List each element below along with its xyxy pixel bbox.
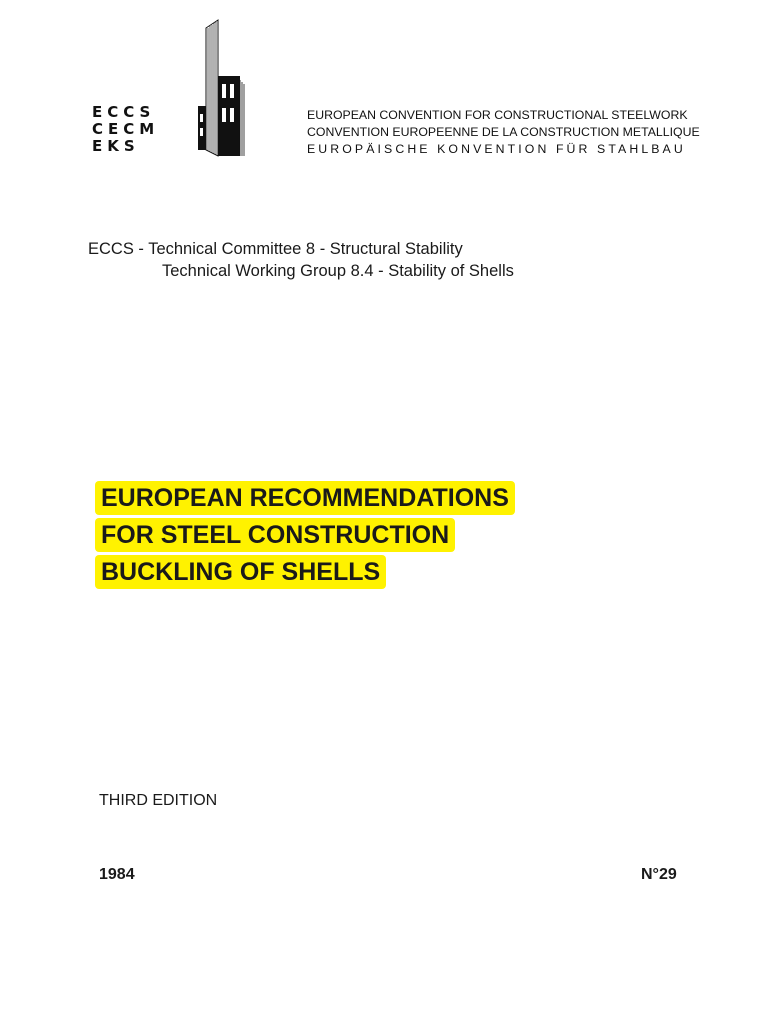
edition-label: THIRD EDITION [99,792,218,809]
abbreviation-cecm: CECM [92,120,160,138]
title-line-1: EUROPEAN RECOMMENDATIONS [95,481,515,515]
document-title [95,481,655,592]
logo-tower [206,20,218,156]
title-line-3: BUCKLING OF SHELLS [95,555,386,589]
convention-name-german: EUROPÄISCHE KONVENTION FÜR STAHLBAU [307,142,686,156]
abbreviation-eks: EKS [92,137,140,155]
title-line-2: FOR STEEL CONSTRUCTION [95,518,455,552]
committee-line: ECCS - Technical Committee 8 - Structural Stability [88,240,463,258]
convention-name-french: CONVENTION EUROPEENNE DE LA CONSTRUCTION METALLIQUE [307,125,700,139]
committee-info [88,238,648,282]
logo-block [218,76,244,156]
organization-abbreviations [92,104,174,155]
convention-names [307,107,727,158]
working-group-line: Technical Working Group 8.4 - Stability of Shells [162,262,514,280]
logo-wing [198,106,206,150]
convention-name-english: EUROPEAN CONVENTION FOR CONSTRUCTIONAL STEELWORK [307,108,688,122]
publication-year: 1984 [99,866,135,883]
publication-number: N°29 [641,866,677,883]
eccs-building-logo [196,18,248,160]
abbreviation-eccs: ECCS [92,103,156,121]
